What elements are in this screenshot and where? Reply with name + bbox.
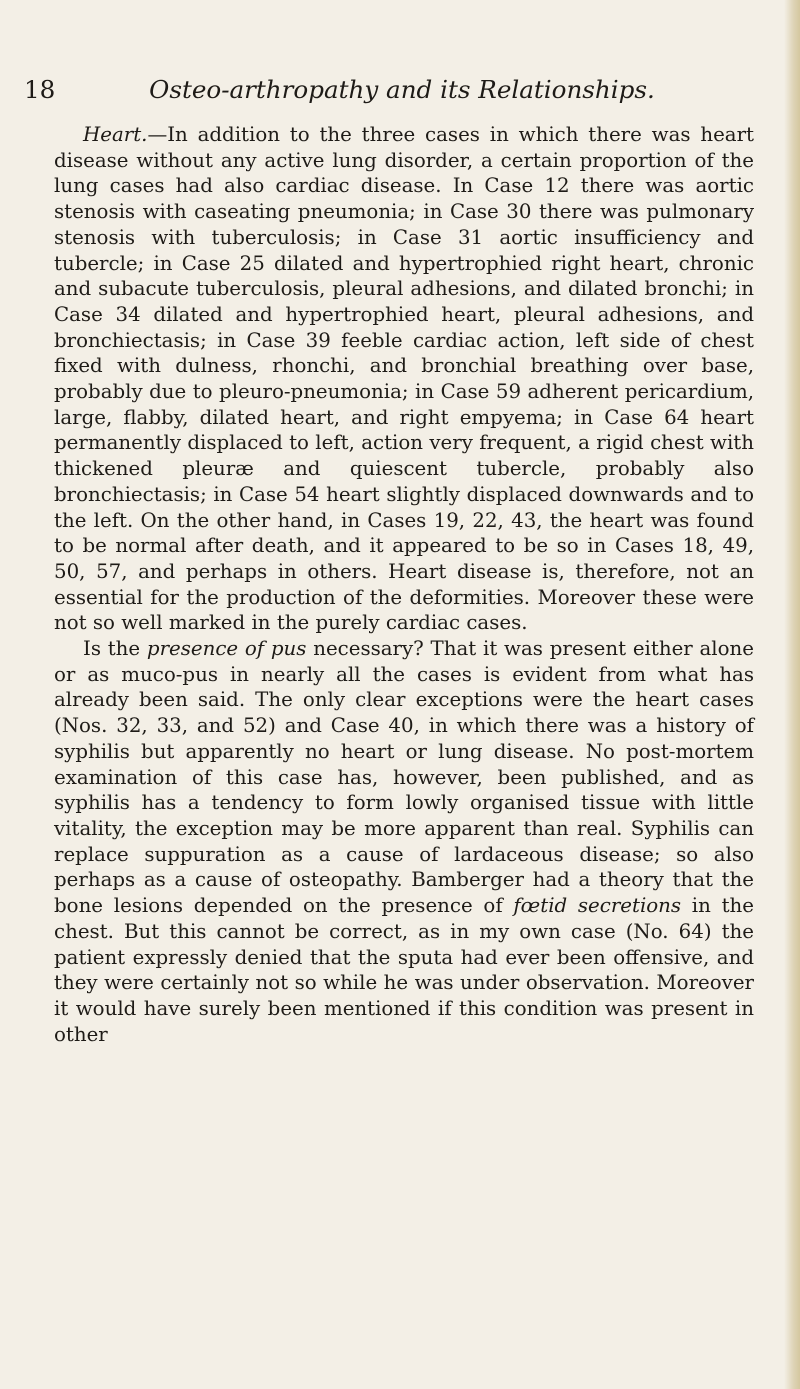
- body-text: [54, 122, 754, 1047]
- paragraph-text-a: necessary? That it was present either alone or as muco-pus in nearly all the cases is evident from what has already been said. The only clear exceptions were the heart cases (Nos. 32, 33, and 52) and Case 40, in which there was a history of syphilis but apparently no heart or lung disease. No post-mortem examination of this case has, however, been published, and as syphilis has a tendency to form lowly organised tissue with little vitality, the exception may be more apparent than real. Syphilis can replace suppuration as a cause of lardaceous disease; so also perhaps as a cause of osteopathy. Bamberger had a theory that the bone lesions depended on the presence of: [54, 637, 754, 918]
- paragraph-heart: [54, 122, 754, 636]
- paragraph-text-b: in the chest. But this cannot be correct, as in my own case (No. 64) the patient expressly denied that the sputa had ever been offensive, and they were certainly not so while he was under observation. Moreover it would have surely been mentioned if this condition was present in other: [54, 894, 754, 1046]
- page-number: 18: [24, 75, 56, 104]
- emphasis-foetid-secretions: fœtid secretions: [513, 894, 682, 918]
- paragraph-text: —In addition to the three cases in which there was heart disease without any active lung disorder, a certain proportion of the lung cases had also cardiac disease. In Case 12 there was aortic stenosis with caseating pneumonia; in Case 30 there was pulmonary stenosis with tuberculosis; in Case 31 aortic insufficiency and tubercle; in Case 25 dilated and hypertrophied right heart, chronic and subacute tuberculosis, pleural adhesions, and dilated bronchi; in Case 34 dilated and hypertrophied heart, pleural adhesions, and bronchiectasis; in Case 39 feeble cardiac action, left side of chest fixed with dulness, rhonchi, and bronchial breathing over base, probably due to pleuro-pneumonia; in Case 59 adherent pericardium, large, flabby, dilated heart, and right empyema; in Case 64 heart permanently displaced to left, action very frequent, a rigid chest with thickened pleuræ and quiescent tubercle, probably also bronchiectasis; in Case 54 heart slightly displaced downwards and to the left. On the other hand, in Cases 19, 22, 43, the heart was found to be normal after death, and it appeared to be so in Cases 18, 49, 50, 57, and perhaps in others. Heart disease is, therefore, not an essential for the production of the deformities. Moreover these were not so well marked in the purely cardiac cases.: [54, 123, 754, 635]
- emphasis-presence-of-pus: presence of pus: [146, 637, 307, 661]
- running-title: Osteo-arthropathy and its Relationships.: [149, 75, 655, 104]
- paragraph-lead: Heart.: [83, 123, 148, 146]
- paragraph-pus: [54, 636, 754, 1047]
- page-header: [24, 70, 740, 110]
- page-edge-shadow: [784, 0, 800, 1389]
- paragraph-intro: Is the: [83, 637, 147, 661]
